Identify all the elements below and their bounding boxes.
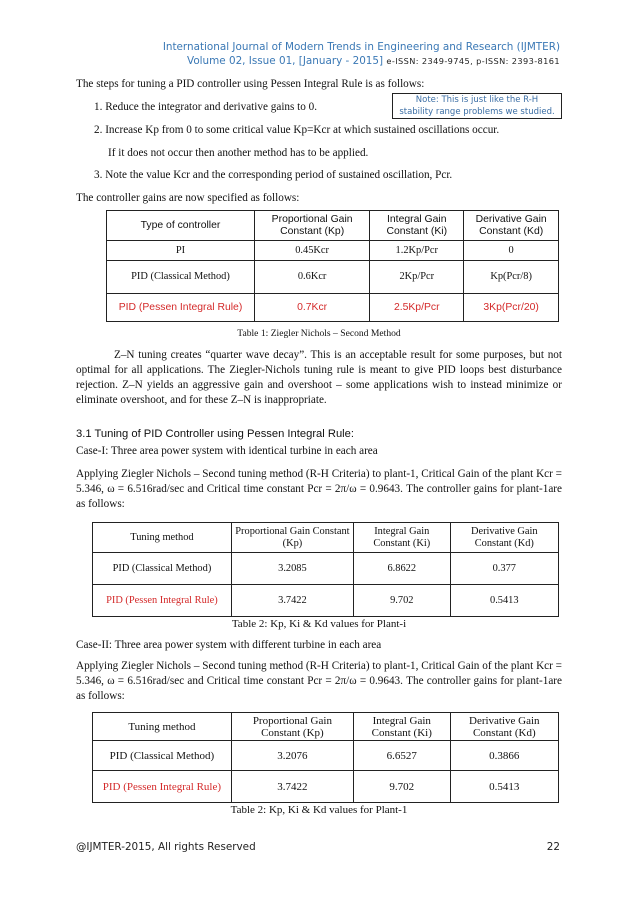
case1-title: Case-I: Three area power system with identical turbine in each area	[76, 445, 378, 457]
journal-title: International Journal of Modern Trends in Engineering and Research (IJMTER)	[162, 41, 560, 53]
table2-caption: Table 2: Kp, Ki & Kd values for Plant-i	[231, 618, 407, 630]
t3-cell: 9.702	[353, 771, 450, 803]
table-row	[93, 553, 559, 585]
note-box	[392, 93, 562, 119]
case2-text: Applying Ziegler Nichols – Second tuning method (R-H Criteria) to plant-1, Critical Gain of the plant Kcr = 5.346, ω = 6.516rad/sec and Critical time constant Pcr = 2π/ω = 0.9643. The controller gains for plant-1are as follows:	[76, 660, 562, 702]
case2-title: Case-II: Three area power system with different turbine in each area	[76, 639, 382, 651]
t2-cell: 3.2085	[231, 553, 353, 585]
t2-cell: 3.7422	[231, 585, 353, 617]
table-row	[107, 241, 559, 261]
step-2: 2. Increase Kp from 0 to some critical value Kp=Kcr at which sustained oscillations occur.	[94, 124, 500, 136]
t1-cell: 0.7Kcr	[254, 294, 369, 322]
t3-header-kp: Proportional Gain Constant (Kp)	[231, 713, 353, 741]
t2-cell: PID (Classical Method)	[93, 553, 232, 585]
journal-header	[163, 40, 560, 68]
t2-cell: 0.377	[450, 553, 558, 585]
journal-volume	[163, 54, 560, 68]
t1-cell: PID (Classical Method)	[107, 261, 255, 294]
t1-header-ki: Integral Gain Constant (Ki)	[370, 211, 464, 241]
t1-cell: 0.45Kcr	[254, 241, 369, 261]
t1-cell: 3Kp(Pcr/20)	[464, 294, 559, 322]
step-1: 1. Reduce the integrator and derivative gains to 0.	[94, 101, 318, 113]
t1-cell: PI	[107, 241, 255, 261]
t3-cell: 3.7422	[231, 771, 353, 803]
t3-header-method: Tuning method	[93, 713, 232, 741]
t2-cell: 9.702	[353, 585, 450, 617]
page-number: 22	[546, 841, 560, 853]
table-plant-i	[92, 522, 559, 617]
t3-cell: PID (Classical Method)	[93, 741, 232, 771]
table-row	[93, 585, 559, 617]
t1-cell: 0.6Kcr	[254, 261, 369, 294]
intro-text: The steps for tuning a PID controller using Pessen Integral Rule is as follows:	[76, 78, 425, 90]
t1-header-kp: Proportional Gain Constant (Kp)	[254, 211, 369, 241]
t1-cell: 2.5Kp/Pcr	[370, 294, 464, 322]
t2-header-ki: Integral Gain Constant (Ki)	[353, 523, 450, 553]
t1-cell: 2Kp/Pcr	[370, 261, 464, 294]
t3-cell: 3.2076	[231, 741, 353, 771]
note-line-2: stability range problems we studied.	[399, 107, 555, 117]
case1-text: Applying Ziegler Nichols – Second tuning method (R-H Criteria) to plant-1, Critical Gain of the plant Kcr = 5.346, ω = 6.516rad/sec and Critical time constant Pcr = 2π/ω = 0.9643. The controller gains for plant-1are as follows:	[76, 468, 562, 510]
footer-copyright: @IJMTER-2015, All rights Reserved	[76, 841, 256, 853]
t3-cell: PID (Pessen Integral Rule)	[93, 771, 232, 803]
t1-cell: 1.2Kp/Pcr	[370, 241, 464, 261]
zn-paragraph: Z–N tuning creates “quarter wave decay”. This is an acceptable result for some purposes, but not optimal for all applications. The Ziegler-Nichols tuning rule is meant to give PID loops best disturbance rejection. Z–N yields an aggressive gain and overshoot – some applications wish to instead minimize or eliminate overshoot, and for these Z–N is inappropriate.	[76, 349, 562, 406]
t1-cell: Kp(Pcr/8)	[464, 261, 559, 294]
journal-issn: e-ISSN: 2349-9745, p-ISSN: 2393-8161	[386, 56, 560, 66]
t2-header-kd: Derivative Gain Constant (Kd)	[450, 523, 558, 553]
t1-header-kd: Derivative Gain Constant (Kd)	[464, 211, 559, 241]
t3-cell: 0.3866	[450, 741, 558, 771]
section-heading: 3.1 Tuning of PID Controller using Pessen Integral Rule:	[76, 428, 354, 440]
table-ziegler-nichols	[106, 210, 559, 322]
step-3: 3. Note the value Kcr and the corresponding period of sustained oscillation, Pcr.	[94, 169, 453, 181]
journal-issue: Volume 02, Issue 01, [January - 2015]	[187, 55, 384, 67]
note-line-1: Note: This is just like the R-H	[415, 95, 539, 105]
gains-intro: The controller gains are now specified as follows:	[76, 192, 300, 204]
table-row	[107, 261, 559, 294]
table-row	[107, 294, 559, 322]
t1-cell: 0	[464, 241, 559, 261]
table-row	[93, 741, 559, 771]
t3-cell: 0.5413	[450, 771, 558, 803]
t2-header-kp: Proportional Gain Constant (Kp)	[231, 523, 353, 553]
t2-header-method: Tuning method	[93, 523, 232, 553]
t2-cell: 0.5413	[450, 585, 558, 617]
t1-header-type: Type of controller	[107, 211, 255, 241]
table3-caption: Table 2: Kp, Ki & Kd values for Plant-1	[230, 804, 408, 816]
table-plant-1	[92, 712, 559, 803]
t2-cell: 6.8622	[353, 553, 450, 585]
t3-cell: 6.6527	[353, 741, 450, 771]
t3-header-ki: Integral Gain Constant (Ki)	[353, 713, 450, 741]
t1-cell: PID (Pessen Integral Rule)	[107, 294, 255, 322]
step-2-note: If it does not occur then another method has to be applied.	[108, 147, 369, 159]
table-row	[93, 771, 559, 803]
t3-header-kd: Derivative Gain Constant (Kd)	[450, 713, 558, 741]
table1-caption: Table 1: Ziegler Nichols – Second Method	[237, 328, 401, 339]
t2-cell: PID (Pessen Integral Rule)	[93, 585, 232, 617]
